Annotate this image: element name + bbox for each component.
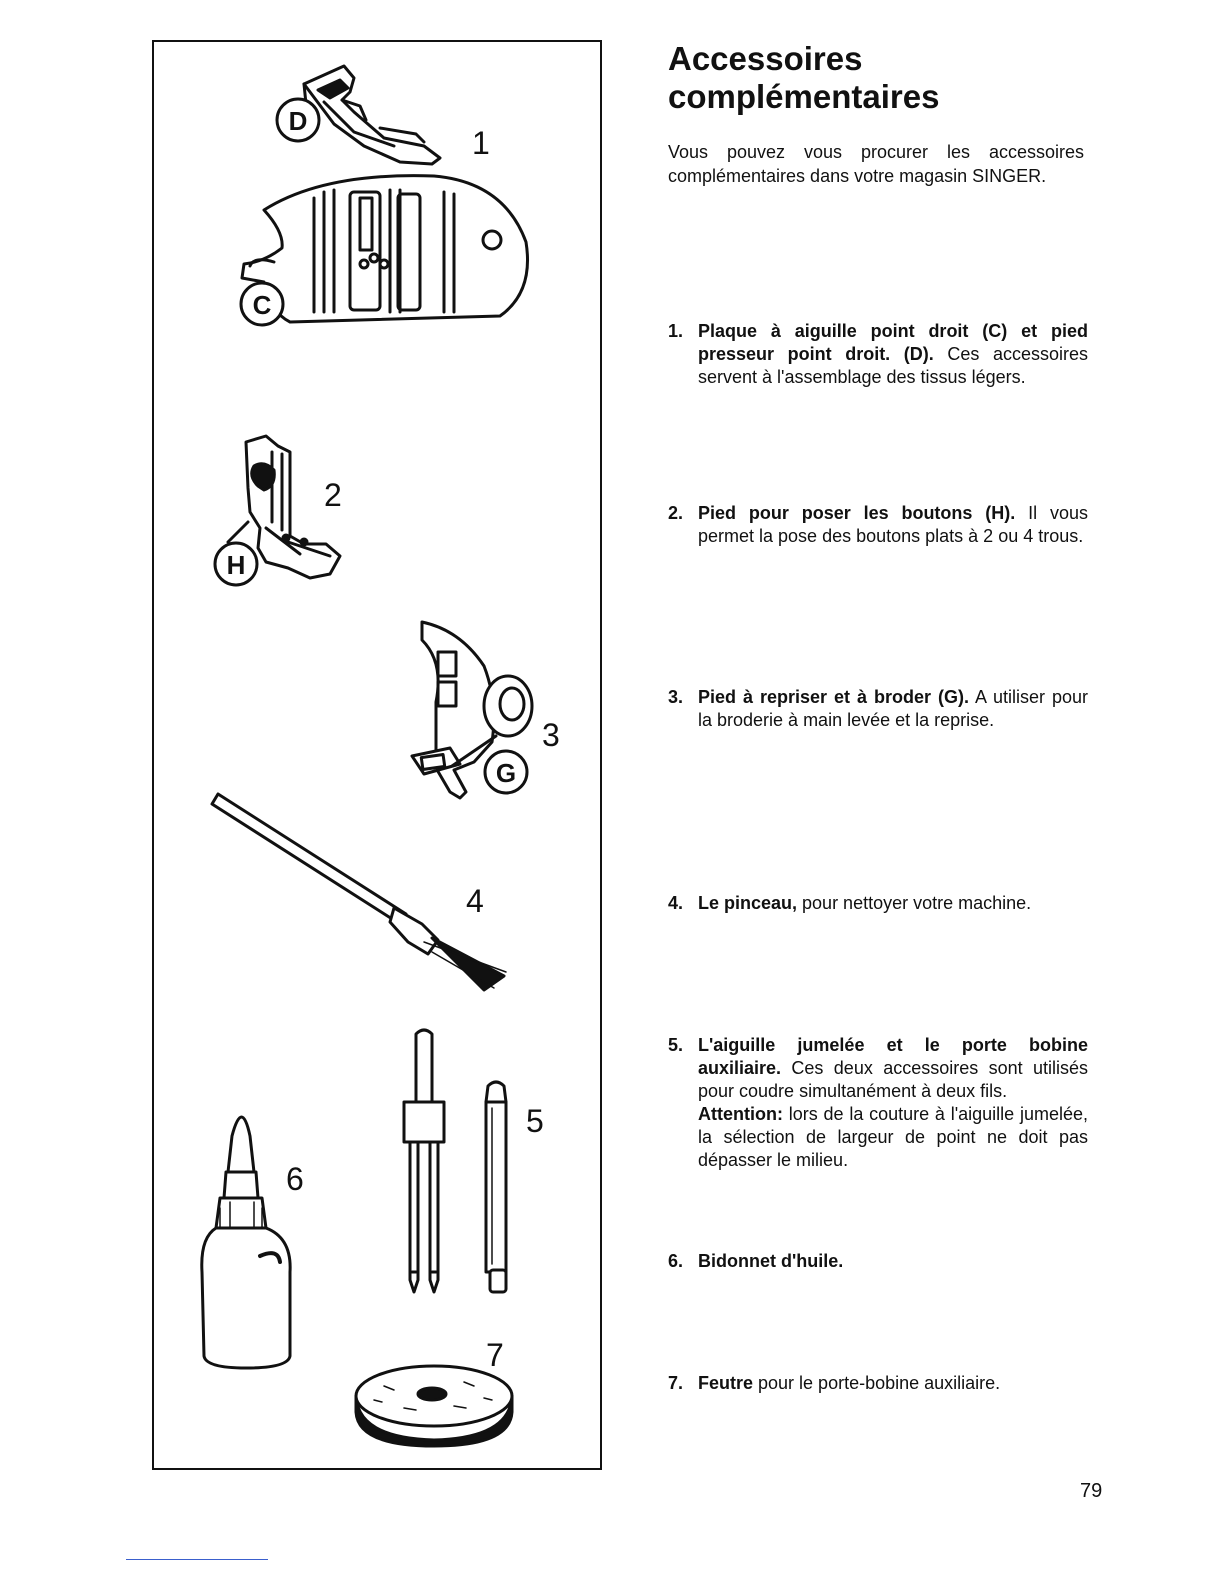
letter-d-text: D — [288, 106, 308, 136]
letter-g-label — [485, 751, 527, 793]
item-number: 7. — [668, 1373, 684, 1393]
list-item-1 — [668, 320, 1088, 389]
list-item-5 — [668, 1034, 1088, 1172]
letter-h-text: H — [226, 550, 246, 580]
item-text: pour le porte-bobine auxiliaire. — [753, 1373, 1001, 1393]
accessories-illustration-panel — [152, 40, 602, 1470]
item-title: Bidonnet d'huile. — [698, 1251, 844, 1271]
figure-number-4: 4 — [466, 883, 484, 919]
item-text: A utiliser pour la broderie à main levée et la reprise. — [698, 687, 1088, 730]
straight-stitch-presser-foot-drawing — [304, 66, 440, 164]
figure-number-5: 5 — [526, 1103, 544, 1139]
figure-number-1: 1 — [472, 125, 490, 161]
item-title: Plaque à aiguille point droit (C) et pied presseur point droit. (D). — [698, 321, 1088, 364]
item-number: 2. — [668, 503, 684, 523]
item-title: L'aiguille jumelée et le porte bobine auxiliaire. — [698, 1035, 1088, 1078]
item-note-text: lors de la couture à l'aiguille jumelée, la sélection de largeur de point ne doit pas dépasser le milieu. — [698, 1104, 1088, 1170]
item-title: Pied à repriser et à broder (G). — [698, 687, 969, 707]
letter-d-label — [277, 99, 319, 141]
page-title-line-2: complémentaires — [668, 78, 940, 115]
felt-disc-drawing — [356, 1366, 512, 1446]
page-number: 79 — [1080, 1480, 1103, 1502]
item-number: 6. — [668, 1251, 684, 1271]
item-number: 3. — [668, 687, 684, 707]
item-text: Ces deux accessoires sont utilisés pour coudre simultanément à deux fils. — [698, 1058, 1088, 1101]
figure-number-6: 6 — [286, 1161, 304, 1197]
item-note-label: Attention: — [698, 1104, 783, 1124]
list-item-6 — [668, 1250, 1088, 1273]
intro-paragraph: Vous pouvez vous procurer les accessoires complémentaires dans votre magasin SINGER. — [668, 142, 1084, 186]
footer-rule — [126, 1559, 268, 1560]
item-text: pour nettoyer votre machine. — [797, 893, 1032, 913]
list-item-2 — [668, 502, 1088, 548]
letter-c-label — [241, 283, 283, 325]
figure-number-2: 2 — [324, 477, 342, 513]
twin-needle-drawing — [404, 1030, 444, 1292]
item-title: Le pinceau, — [698, 893, 798, 913]
item-number: 4. — [668, 893, 684, 913]
item-title: Pied pour poser les boutons (H). — [698, 503, 1016, 523]
list-item-3 — [668, 686, 1088, 732]
needle-plate-drawing — [242, 176, 528, 322]
item-title: Feutre — [698, 1373, 754, 1393]
figure-number-3: 3 — [542, 717, 560, 753]
cleaning-brush-drawing — [212, 794, 506, 990]
page-title-line-1: Accessoires — [668, 40, 863, 77]
item-text: Ces accessoires servent à l'assemblage des tissus légers. — [698, 344, 1088, 387]
item-text: Il vous permet la pose des boutons plats à 2 ou 4 trous. — [698, 503, 1089, 546]
item-number: 1. — [668, 321, 684, 341]
page-title — [668, 40, 1148, 116]
list-item-4 — [668, 892, 1088, 915]
item-number: 5. — [668, 1035, 684, 1055]
oil-can-drawing — [202, 1117, 290, 1368]
figure-number-7: 7 — [486, 1337, 504, 1373]
letter-h-label — [215, 543, 257, 585]
list-item-7 — [668, 1372, 1088, 1395]
auxiliary-spool-pin-drawing — [486, 1082, 506, 1292]
letter-g-text: G — [495, 758, 517, 788]
letter-c-text: C — [252, 290, 272, 320]
